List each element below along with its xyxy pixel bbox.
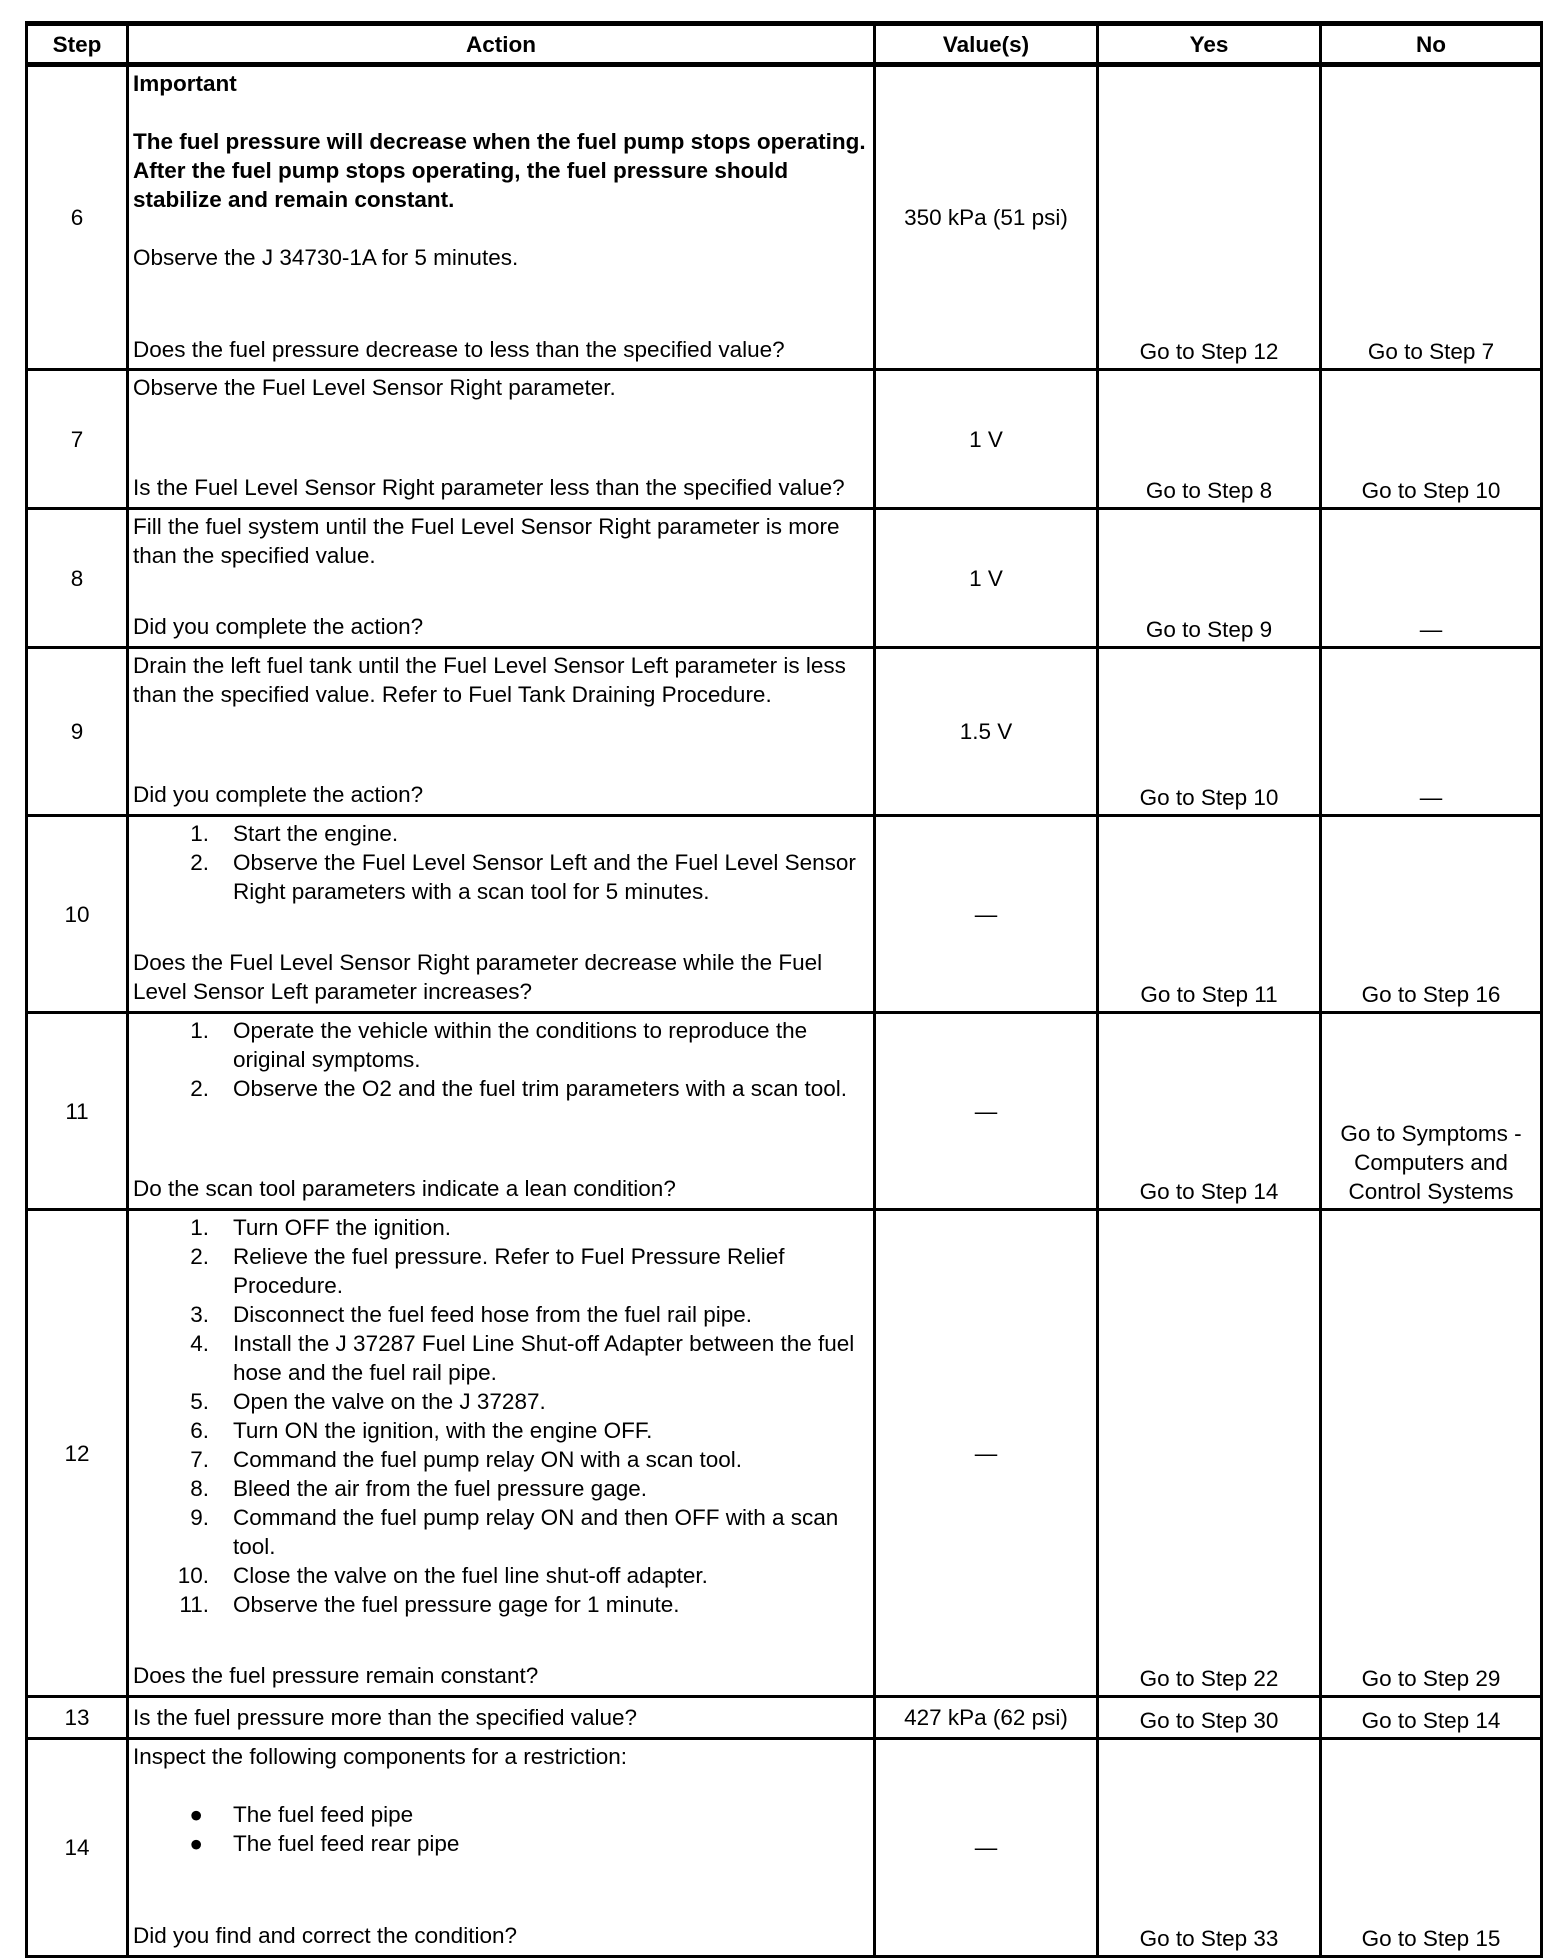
list-item: 1. Operate the vehicle within the conditions to reproduce the original symptoms. [190,1018,808,1072]
bullet-icon: ● [189,1802,203,1827]
value-cell: 1 V [875,509,1098,648]
yes-cell: Go to Step 22 [1098,1210,1321,1697]
question: Did you complete the action? [133,782,424,807]
step-number: 10 [27,816,128,1013]
list-item: 1. Turn OFF the ignition. [190,1215,452,1240]
question: Did you find and correct the condition? [133,1923,517,1948]
table-row [27,509,1542,648]
value-cell: — [875,816,1098,1013]
yes-cell: Go to Step 12 [1098,65,1321,370]
yes-cell: Go to Step 14 [1098,1013,1321,1210]
action-cell [128,648,875,816]
header-row [27,24,1542,65]
list-item: 4. Install the J 37287 Fuel Line Shut-off Adapter between the fuel hose and the fuel rail pipe. [190,1331,855,1385]
table-row [27,1013,1542,1210]
yes-cell: Go to Step 8 [1098,370,1321,509]
action-cell [128,1697,875,1739]
table-row [27,370,1542,509]
important-note: The fuel pressure will decrease when the fuel pump stops operating. After the fuel pump stops operating, the fuel pressure should stabilize and remain constant. [133,129,866,212]
list-item: 2. Observe the Fuel Level Sensor Left and the Fuel Level Sensor Right parameters with a scan tool for 5 minutes. [190,850,856,904]
table-row [27,1697,1542,1739]
no-cell: — [1321,648,1542,816]
no-cell: Go to Step 16 [1321,816,1542,1013]
list-item: 2. Relieve the fuel pressure. Refer to Fuel Pressure Relief Procedure. [190,1244,785,1298]
question: Do the scan tool parameters indicate a lean condition? [133,1176,676,1201]
header-values: Value(s) [875,24,1098,65]
no-cell: Go to Step 29 [1321,1210,1542,1697]
value-cell: 427 kPa (62 psi) [875,1697,1098,1739]
action-cell [128,816,875,1013]
list-item: 7. Command the fuel pump relay ON with a scan tool. [190,1447,742,1472]
value-cell: — [875,1013,1098,1210]
action-text: Observe the Fuel Level Sensor Right parameter. [133,375,616,400]
list-item: 8. Bleed the air from the fuel pressure gage. [190,1476,647,1501]
action-text: Fill the fuel system until the Fuel Level Sensor Right parameter is more than the specified value. [133,514,840,568]
bullet-icon: ● [189,1831,203,1856]
list-item: 2. Observe the O2 and the fuel trim parameters with a scan tool. [190,1076,848,1101]
no-cell: Go to Symptoms - Computers and Control Systems [1321,1013,1542,1210]
yes-cell: Go to Step 9 [1098,509,1321,648]
question: Did you complete the action? [133,614,424,639]
value-cell: 1 V [875,370,1098,509]
no-cell: Go to Step 15 [1321,1739,1542,1957]
list-item: ● The fuel feed rear pipe [133,1829,869,1858]
step-number: 6 [27,65,128,370]
question: Does the fuel pressure remain constant? [133,1663,539,1688]
value-cell: 1.5 V [875,648,1098,816]
action-cell [128,509,875,648]
action-text: Observe the J 34730-1A for 5 minutes. [133,245,519,270]
important-label: Important [133,71,237,96]
step-number: 7 [27,370,128,509]
yes-cell: Go to Step 30 [1098,1697,1321,1739]
header-action: Action [128,24,875,65]
list-item: 9. Command the fuel pump relay ON and then OFF with a scan tool. [190,1505,839,1559]
step-number: 14 [27,1739,128,1957]
header-yes: Yes [1098,24,1321,65]
action-cell [128,65,875,370]
no-cell: — [1321,509,1542,648]
action-text: Drain the left fuel tank until the Fuel Level Sensor Left parameter is less than the specified value. Refer to Fuel Tank Draining Procedure. [133,653,846,707]
step-number: 8 [27,509,128,648]
step-number: 12 [27,1210,128,1697]
yes-cell: Go to Step 10 [1098,648,1321,816]
list-item: 6. Turn ON the ignition, with the engine OFF. [190,1418,653,1443]
diagnostic-table [25,21,1543,1958]
list-item: 3. Disconnect the fuel feed hose from the fuel rail pipe. [190,1302,753,1327]
header-no: No [1321,24,1542,65]
question: Is the Fuel Level Sensor Right parameter less than the specified value? [133,475,845,500]
step-number: 11 [27,1013,128,1210]
list-item: 1. Start the engine. [190,821,399,846]
no-cell: Go to Step 7 [1321,65,1542,370]
table-row [27,816,1542,1013]
list-item: 10. Close the valve on the fuel line shut-off adapter. [177,1563,708,1588]
action-cell [128,370,875,509]
yes-cell: Go to Step 33 [1098,1739,1321,1957]
question: Does the fuel pressure decrease to less than the specified value? [133,337,785,362]
table-row [27,1210,1542,1697]
step-number: 13 [27,1697,128,1739]
value-cell: — [875,1739,1098,1957]
action-steps [133,819,869,906]
action-cell [128,1210,875,1697]
no-cell: Go to Step 14 [1321,1697,1542,1739]
no-cell: Go to Step 10 [1321,370,1542,509]
table-row [27,648,1542,816]
question: Does the Fuel Level Sensor Right parameter decrease while the Fuel Level Sensor Left parameter increases? [133,950,823,1004]
yes-cell: Go to Step 11 [1098,816,1321,1013]
action-steps [133,1016,869,1103]
action-steps [133,1213,869,1619]
list-item: ● The fuel feed pipe [133,1800,869,1829]
list-item: 5. Open the valve on the J 37287. [190,1389,546,1414]
table-row [27,1739,1542,1957]
action-cell [128,1013,875,1210]
action-text: Inspect the following components for a restriction: [133,1744,628,1769]
table-row [27,65,1542,370]
action-cell [128,1739,875,1957]
step-number: 9 [27,648,128,816]
header-step: Step [27,24,128,65]
value-cell: 350 kPa (51 psi) [875,65,1098,370]
value-cell: — [875,1210,1098,1697]
list-item: 11. Observe the fuel pressure gage for 1 minute. [179,1592,680,1617]
question: Is the fuel pressure more than the specified value? [133,1705,638,1730]
